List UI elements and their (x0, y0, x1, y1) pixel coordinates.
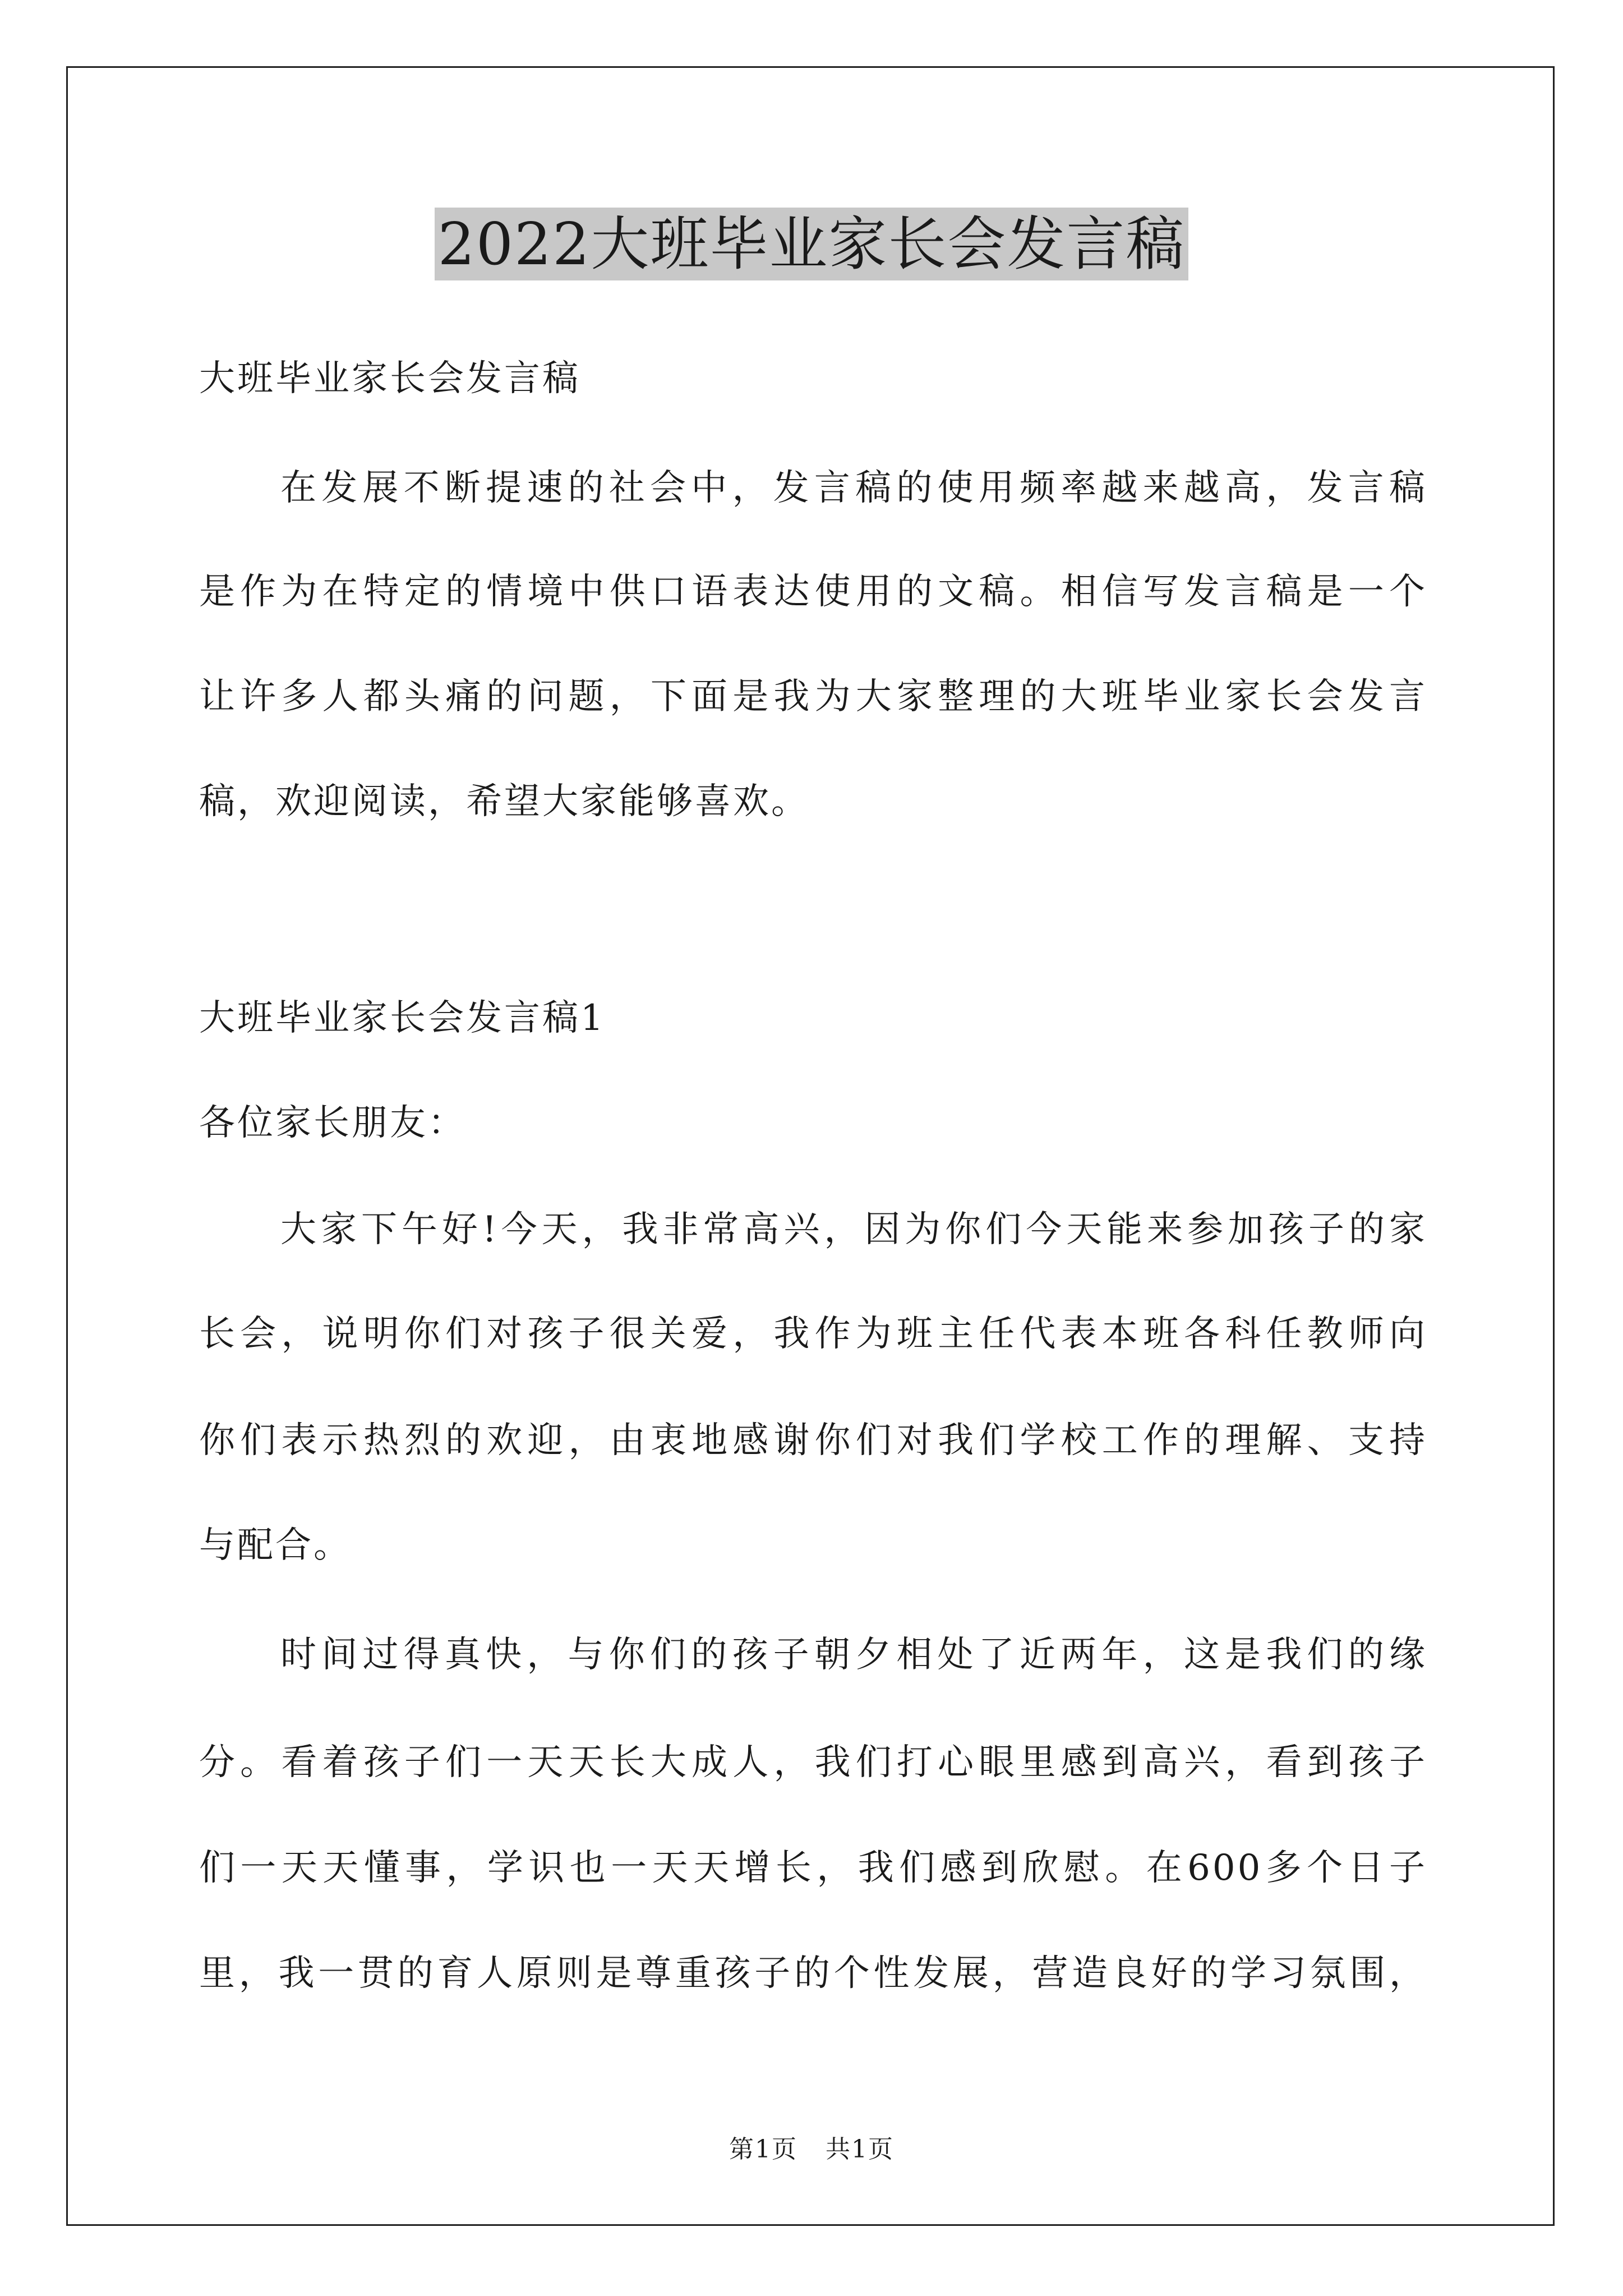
intro-line-3: 让许多人都头痛的问题，下面是我为大家整理的大班毕业家长会发言 (199, 676, 1427, 717)
paragraph1-line-3: 你们表示热烈的欢迎，由衷地感谢你们对我们学校工作的理解、支持 (199, 1420, 1427, 1461)
paragraph2-line-3: 们一天天懂事，学识也一天天增长，我们感到欣慰。在600多个日子 (199, 1847, 1427, 1889)
page-total: 共1页 (826, 2135, 894, 2164)
document-title (0, 205, 1623, 283)
section-heading: 大班毕业家长会发言稿1 (199, 997, 606, 1039)
document-title-text: 2022大班毕业家长会发言稿 (435, 208, 1189, 280)
greeting: 各位家长朋友： (199, 1102, 466, 1144)
paragraph1-line-2: 长会，说明你们对孩子很关爱，我作为班主任代表本班各科任教师向 (199, 1313, 1427, 1355)
document-subtitle: 大班毕业家长会发言稿 (199, 358, 580, 399)
paragraph1-line-1: 大家下午好!今天，我非常高兴，因为你们今天能来参加孩子的家 (280, 1209, 1427, 1250)
intro-line-4: 稿，欢迎阅读，希望大家能够喜欢。 (199, 781, 809, 822)
page-footer (0, 2133, 1623, 2166)
paragraph2-line-2: 分。看着孩子们一天天长大成人，我们打心眼里感到高兴，看到孩子 (199, 1742, 1427, 1783)
page-number: 第1页 (729, 2135, 797, 2164)
paragraph2-line-1: 时间过得真快，与你们的孩子朝夕相处了近两年，这是我们的缘 (280, 1634, 1427, 1676)
intro-line-1: 在发展不断提速的社会中，发言稿的使用频率越来越高，发言稿 (280, 467, 1427, 509)
paragraph2-line-4: 里，我一贯的育人原则是尊重孩子的个性发展，营造良好的学习氛围， (199, 1953, 1427, 1994)
intro-line-2: 是作为在特定的情境中供口语表达使用的文稿。相信写发言稿是一个 (199, 571, 1427, 613)
paragraph1-line-4: 与配合。 (199, 1525, 352, 1566)
